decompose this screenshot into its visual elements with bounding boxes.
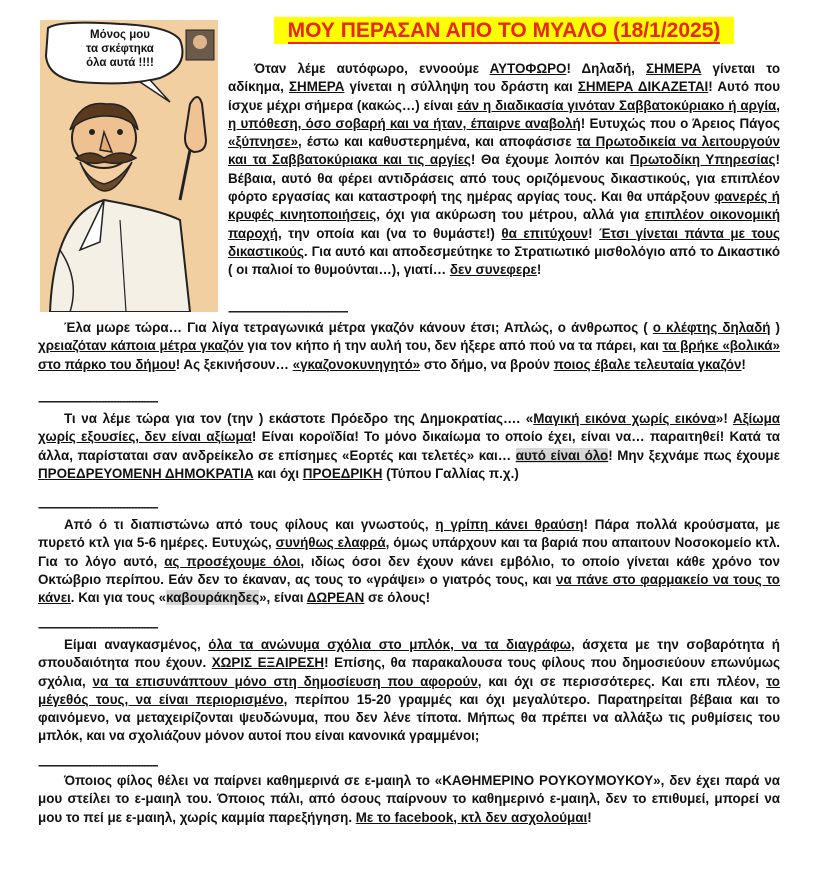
underlined-text: ΠΡΟΕΔΡΙΚΗ — [302, 465, 383, 481]
text-run: Όποιος φίλος θέλει να παίρνει καθημερινά σε ε-μαιηλ το «ΚΑΘΗΜΕΡΙΝΟ ΡΟΥΚΟΥΜΟΥΚΟΥ», δεν έχει παρά να μου στείλει το ε-μαιηλ του. Όποιος πάλι, από όσους παίρνουν το καθημερινό ε-μαιηλ, δεν το επιθυμεί, μπορεί να μου το πεί με ε-μαιηλ, χωρίς καμμία παρεξήγηση. — [38, 773, 780, 825]
separator-1: ---------------------------------------- — [228, 304, 348, 318]
text-run: Έλα μωρε τώρα… Για λίγα τετραγωνικά μέτρα γκαζόν κάνουν έτσι; Απλώς, ο άνθρωπος ( — [64, 320, 653, 335]
underlined-text: θα επιτύχουν — [501, 225, 589, 241]
underlined-text: Με το facebook, κτλ δεν ασχολούμαι — [355, 809, 588, 825]
text-run: και όχι — [253, 465, 303, 481]
underlined-text: όλα τα ανώνυμα σχόλια στο μπλόκ, να τα διαγράφω — [208, 637, 571, 652]
text-run: Τι να λέμε τώρα για τον (την ) εκάστοτε Πρόεδρο της Δημοκρατίας…. « — [64, 411, 534, 426]
text-run: (Τύπου Γαλλίας π.χ.) — [382, 465, 519, 481]
underlined-text: συνήθως ελαφρά — [275, 535, 386, 551]
text-run: ! Θα έχουμε λοιπόν και — [470, 152, 630, 168]
underlined-text: τα Πρωτοδικεία να λειτουργούν και τα Σαββατοκύριακα και τις αργίες — [228, 134, 781, 168]
separator-2: ---------------------------------------- — [38, 394, 158, 408]
text-run: σε όλους! — [364, 590, 431, 606]
text-run: στο δήμο, να βρούν — [420, 356, 554, 372]
underlined-text: «γκαζονοκυνηγητό» — [292, 356, 421, 372]
text-run: ! Ας ξεκινήσουν… — [175, 356, 293, 372]
underlined-text: ΑΥΤΟΦΩΡΟ — [489, 61, 567, 76]
underlined-text: το μέγεθός τους, να είναι περιορισμένο — [38, 673, 780, 707]
text-run: ! Ευτυχώς που ο Άρειος Πάγος — [580, 115, 780, 131]
text-run: Από ό τι διαπιστώνω από τους φίλους και γνωστούς, — [64, 517, 436, 532]
underlined-text: ΣΗΜΕΡΑ ΔΙΚΑΖΕΤΑΙ — [577, 79, 709, 95]
text-run: , την οποία και (να το θυμάστε!) — [277, 225, 502, 241]
text-run: , όχι για ακύρωση του μέτρου, αλλά για — [376, 207, 645, 223]
underlined-text: αυτό είναι όλο — [515, 447, 609, 463]
separator-5: ---------------------------------------- — [38, 758, 158, 772]
underlined-text: εάν η διαδικασία γινόταν Σαββατοκύριακο ή αργία, η υπόθεση, όσο σοβαρή και να ήταν, έπαιρνε αναβολή — [228, 97, 780, 131]
text-run: για τον κήπο ή την αυλή του, δεν ήξερε από πού να τα πάρει, και — [243, 338, 663, 354]
underlined-text: ποιος έβαλε τελευταία γκαζόν — [553, 356, 742, 372]
underlined-text: χρειαζόταν κάποια μέτρα γκαζόν — [38, 338, 244, 354]
page-title — [274, 17, 734, 44]
speech-bubble-text — [64, 28, 176, 70]
speech-line-1: Μόνος μου — [90, 29, 150, 41]
underlined-text: ΧΩΡΙΣ ΕΞΑΙΡΕΣΗ — [211, 655, 325, 671]
speech-line-2: τα σκέφτηκα — [86, 43, 154, 55]
underlined-text: να τα επισυνάπτουν μόνο στη δημοσίευση που αφορούν — [92, 673, 478, 689]
text-run: ! Πάρα πολλά κρούσματα, με πυρετό κτλ για 5-6 ημέρες. Ευτυχώς, — [38, 517, 780, 551]
text-run: ! Βέβαια, αυτό θα φέρει αντιδράσεις από τους οριζόμενους δικαστικούς, για επιπλέον φόρτο εργασίας και καταστροφή της ημέρας αργίας τους. Και θα υπάρξουν — [228, 152, 780, 205]
text-run: ! Επίσης, θα παρακαλουσα τους φίλους που δημοσιεύουν επωνύμως σχόλια, — [38, 655, 780, 689]
paragraph-lawn-theft — [38, 319, 780, 374]
text-run: ! — [741, 356, 746, 372]
text-run: , όμως υπάρχουν και τα βαριά που απαιτουν Νοσοκομείο κτλ. Για το λόγο αυτό, — [38, 535, 780, 569]
speech-line-3: όλα αυτά !!!! — [86, 57, 154, 69]
text-run: ! Αυτό που ίσχυε μέχρι σήμερα (κακώς…) είναι — [228, 79, 780, 113]
page-title-text: ΜΟΥ ΠΕΡΑΣΑΝ ΑΠΟ ΤΟ ΜΥΑΛΟ (18/1/2025) — [287, 19, 721, 42]
underlined-text: Μαγική εικόνα χωρίς εικόνα — [533, 411, 716, 426]
underlined-text: να πάνε στο φαρμακείο να τους το κάνει — [38, 571, 780, 606]
text-run: , ιδίως όσοι δεν έχουν κάνει εμβόλιο, το οποίο γίνεται κάθε χρόνο τον Οκτώβριο περίπου. Εάν δεν το έκαναν, ας τους το «γράψει» ο γιατρός τους, και — [38, 553, 780, 587]
paragraph-daily-email — [38, 772, 780, 827]
underlined-text: φανερές ή κρυφές κινητοποιήσεις — [228, 189, 780, 223]
text-run: ! — [536, 262, 542, 278]
separator-4: ---------------------------------------- — [38, 620, 158, 634]
underlined-text: ΣΗΜΕΡΑ — [289, 79, 345, 95]
text-run: »! — [715, 411, 733, 426]
paragraph-blog-comments — [38, 636, 780, 746]
text-run: , έστω και καθυστερημένα, και αποφάσισε — [298, 134, 577, 150]
paragraph-president — [38, 410, 780, 483]
separator-3: ---------------------------------------- — [38, 500, 158, 514]
underlined-text: Πρωτοδίκη Υπηρεσίας — [629, 152, 776, 168]
text-run: ! Είναι κοροϊδία! Το μόνο δικαίωμα το οποίο έχει, είναι να… παραιτηθεί! Κατά τα άλλα, παρίσταται σαν ανδρείκελο σε επίσημες «Εορτές και τελετές» και… — [38, 429, 780, 463]
text-run: , άσχετα με την σοβαρότητα ή σπουδαιότητα που έχουν. — [38, 637, 780, 671]
underlined-text: δεν συνεφερε — [449, 262, 537, 278]
text-run: Είμαι αναγκασμένος, — [64, 637, 209, 652]
text-run: , περίπου 15-20 γραμμές και όχι μεγαλύτερο. Παρατηρείται βέβαια και το φαινόμενο, να μεταχειρίζονται ψευδώνυμα, που δεν λένε τίποτα. Μήπως θα πρέπει να αλλάξω τις ρυθμίσεις του μπλόκ, και να σχολιάζουν μόνον αυτοί που είναι κανονικά γραμμένοι; — [38, 691, 781, 744]
text-run: ) — [770, 320, 780, 335]
text-run: ! — [587, 809, 592, 825]
text-run: Όταν λέμε αυτόφωρο, εννοούμε — [254, 61, 490, 76]
underlined-text: τα βρήκε «βολικά» στο πάρκο του δήμου — [38, 338, 780, 372]
underlined-text: επιπλέον οικονομική παροχή — [228, 207, 780, 241]
text-run: , και όχι σε περισσότερες. Και επι πλέον, — [477, 673, 767, 689]
underlined-text: η γρίπη κάνει θραύση — [435, 517, 584, 532]
underlined-text: Έτσι γίνεται πάντα με τους δικαστικούς — [228, 225, 780, 259]
text-run: ! Μην ξεχνάμε πως έχουμε — [608, 447, 780, 463]
underlined-text: ας προσέχουμε όλοι — [164, 553, 301, 569]
paragraph-flu — [38, 516, 780, 607]
text-run: . Και για τους « — [70, 590, 167, 606]
underlined-text: Αξίωμα χωρίς εξουσίες, δεν είναι αξίωμα — [38, 411, 780, 445]
text-run: καβουράκηδες — [166, 590, 260, 606]
underlined-text: ΔΩΡΕΑΝ — [306, 590, 365, 606]
text-run: », είναι — [259, 590, 307, 606]
text-run: γίνεται η σύλληψη του δράστη και — [344, 79, 578, 95]
text-run: γίνεται το αδίκημα, — [228, 61, 781, 95]
text-run: ! Δηλαδή, — [566, 61, 647, 76]
underlined-text: ο κλέφτης δηλαδή — [652, 320, 771, 335]
paragraph-arrest-courts — [228, 60, 780, 280]
text-run: ! — [588, 225, 600, 241]
text-run: . Για αυτό και αποδεσμεύτηκε το Στρατιωτικό μισθολόγιο από το Δικαστικό ( οι παλιοί το θυμούνται…), γιατί… — [228, 243, 780, 278]
underlined-text: ΠΡΟΕΔΡΕΥΟΜΕΝΗ ΔΗΜΟΚΡΑΤΙΑ — [38, 465, 254, 481]
underlined-text: ΣΗΜΕΡΑ — [646, 61, 702, 76]
underlined-text: «ξύπνησε» — [228, 134, 299, 150]
cartoon-illustration — [40, 20, 218, 312]
